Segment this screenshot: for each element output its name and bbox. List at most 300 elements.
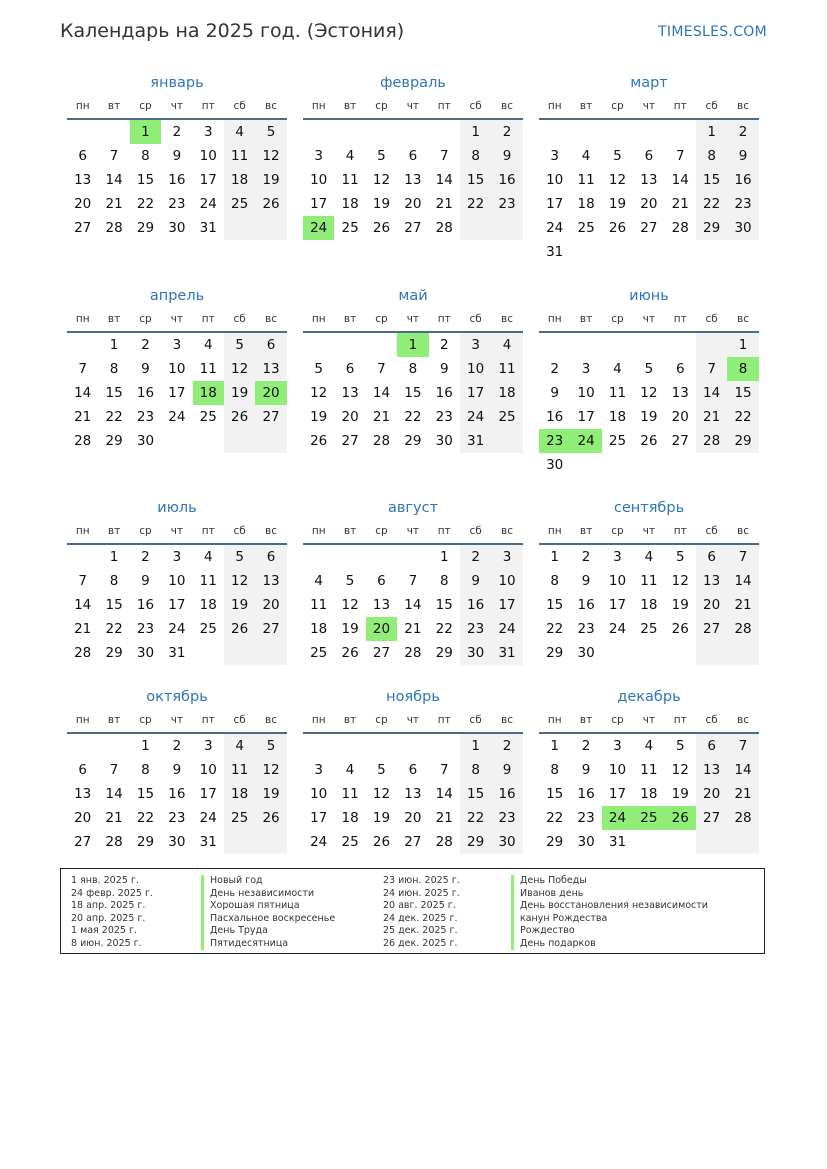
day-cell: 24 [546,220,564,236]
day-cell: 26 [310,433,328,449]
day-cell: 17 [199,786,217,802]
day-cell: 27 [341,433,359,449]
day-cell: 21 [671,196,689,212]
day-cell: 29 [546,834,564,850]
day-cell: 26 [341,645,359,661]
day-cell: 7 [109,762,119,778]
day-cell: 4 [203,549,213,565]
weekday-label: пн [547,100,562,112]
weekday-header [67,519,287,545]
legend-date: 20 авг. 2025 г. [383,900,456,911]
day-cell: 17 [310,196,328,212]
day-cell: 24 [602,806,633,830]
day-cell: 12 [640,385,658,401]
day-cell: 20 [341,409,359,425]
empty-cell [397,734,428,758]
weekday-header [539,94,759,120]
legend-names-right [511,875,708,950]
day-cell: 16 [577,597,595,613]
day-cell: 11 [577,172,595,188]
day-grid [539,734,759,854]
day-cell: 14 [74,597,92,613]
empty-cell [255,641,286,665]
weekday-header [67,94,287,120]
day-cell: 4 [314,573,323,589]
day-grid [539,545,759,665]
day-cell: 3 [581,361,591,377]
weekday-label: чт [170,525,184,537]
empty-cell [633,830,664,854]
day-cell: 11 [224,758,255,782]
day-cell: 2 [727,120,758,144]
weekday-label: сб [469,525,482,537]
day-cell: 13 [255,569,286,593]
day-cell: 28 [671,220,689,236]
day-cell: 6 [255,333,286,357]
empty-cell [255,830,286,854]
day-cell: 31 [199,834,217,850]
day-cell: 25 [341,834,359,850]
day-cell: 27 [696,806,727,830]
empty-cell [429,120,460,144]
day-cell: 5 [314,361,323,377]
day-cell: 17 [491,593,522,617]
day-cell: 10 [546,172,564,188]
legend-holiday-name: День независимости [201,888,335,901]
month-block [539,497,759,665]
day-cell: 16 [460,593,491,617]
day-cell: 17 [608,597,627,613]
day-cell: 18 [491,381,522,405]
weekday-label: вс [737,313,750,325]
day-cell: 6 [696,545,727,569]
weekday-label: чт [642,313,656,325]
day-cell: 22 [460,192,491,216]
day-grid [67,120,287,240]
day-cell: 27 [404,834,422,850]
weekday-header [539,519,759,545]
month-name: декабрь [617,689,681,705]
day-cell: 13 [74,786,92,802]
day-cell: 25 [199,621,217,637]
month-name: ноябрь [386,689,440,705]
day-cell: 2 [491,120,522,144]
weekday-label: пн [75,313,90,325]
empty-cell [334,120,365,144]
day-cell: 10 [168,361,186,377]
day-cell: 7 [408,573,418,589]
day-cell: 24 [303,216,334,240]
empty-cell [491,429,522,453]
day-cell: 4 [203,337,213,353]
weekday-label: вт [343,525,357,537]
day-grid [67,333,287,453]
day-cell: 15 [546,786,564,802]
day-cell: 21 [696,405,727,429]
month-name: март [630,75,668,91]
weekday-label: ср [611,313,624,325]
day-cell: 23 [136,409,155,425]
day-cell: 7 [109,148,119,164]
weekday-label: сб [469,313,482,325]
day-cell: 9 [141,361,150,377]
day-cell: 10 [168,573,186,589]
month-block [539,72,759,264]
day-cell: 29 [105,645,123,661]
empty-cell [255,216,286,240]
day-cell: 19 [341,621,359,637]
day-cell: 10 [310,172,328,188]
empty-cell [303,333,334,357]
day-cell: 16 [435,385,453,401]
day-cell: 31 [460,429,491,453]
legend-date: 20 апр. 2025 г. [71,912,146,924]
weekday-label: пт [437,714,451,726]
weekday-label: пн [75,525,90,537]
day-cell: 28 [404,645,422,661]
day-cell: 24 [199,196,217,212]
day-cell: 3 [491,545,522,569]
day-cell: 26 [671,621,689,637]
day-cell: 14 [105,172,123,188]
weekday-header [67,307,287,333]
day-cell: 21 [404,621,422,637]
day-cell: 23 [491,806,522,830]
month-block [303,497,523,665]
legend-date: 18 апр. 2025 г. [71,900,146,911]
legend-holiday-name: День подарков [511,938,708,951]
empty-cell [193,641,224,665]
weekday-label: пн [547,313,562,325]
day-cell: 12 [372,172,391,188]
weekday-label: чт [642,525,656,537]
empty-cell [224,641,255,665]
day-cell: 30 [546,457,564,473]
day-cell: 11 [341,786,359,802]
day-grid [539,333,759,477]
day-cell: 17 [199,172,217,188]
weekday-label: пн [311,525,326,537]
empty-cell [224,830,255,854]
weekday-header [303,519,523,545]
empty-cell [539,333,570,357]
day-cell: 11 [224,144,255,168]
day-cell: 1 [460,734,491,758]
legend-date: 1 мая 2025 г. [71,925,137,936]
day-cell: 18 [341,810,359,826]
day-cell: 27 [671,433,689,449]
day-cell: 30 [168,220,186,236]
weekday-label: пн [75,714,90,726]
day-cell: 13 [74,172,92,188]
day-cell: 7 [727,734,758,758]
day-cell: 19 [372,196,391,212]
day-cell: 29 [136,220,155,236]
day-cell: 1 [727,333,758,357]
day-cell: 14 [74,385,92,401]
weekday-label: пт [201,714,215,726]
day-cell: 11 [640,762,658,778]
weekday-label: вс [737,525,750,537]
legend-date: 24 дек. 2025 г. [383,912,458,924]
day-cell: 25 [640,621,658,637]
legend-date: 24 февр. 2025 г. [71,887,153,899]
legend-holiday-name: канун Рождества [511,913,708,926]
day-cell: 22 [105,409,123,425]
day-cell: 28 [435,220,453,236]
day-cell: 3 [172,337,182,353]
weekday-label: сб [233,100,246,112]
empty-cell [460,216,491,240]
weekday-label: сб [233,525,246,537]
day-cell: 2 [491,734,522,758]
month-block [67,285,287,453]
day-cell: 16 [491,782,522,806]
day-cell: 12 [224,569,255,593]
day-cell: 25 [633,806,664,830]
day-cell: 10 [577,385,595,401]
day-cell: 30 [577,834,595,850]
day-cell: 8 [439,573,449,589]
day-cell: 25 [608,433,627,449]
day-cell: 23 [577,621,595,637]
month-block [303,72,523,240]
day-cell: 16 [577,786,595,802]
day-cell: 7 [439,762,449,778]
legend-names-left [201,875,335,950]
weekday-label: пт [437,313,451,325]
weekday-label: сб [705,714,718,726]
empty-cell [366,120,397,144]
day-cell: 7 [377,361,386,377]
day-cell: 7 [675,148,685,164]
empty-cell [602,641,633,665]
weekday-label: пт [201,100,215,112]
month-name: сентябрь [613,500,685,516]
empty-cell [161,429,192,453]
weekday-header [67,708,287,734]
day-cell: 15 [460,168,491,192]
weekday-label: пт [437,100,451,112]
day-cell: 5 [675,738,685,754]
day-cell: 19 [640,409,658,425]
day-cell: 4 [491,333,522,357]
day-cell: 21 [435,810,453,826]
day-cell: 3 [203,738,213,754]
day-cell: 17 [577,409,595,425]
day-cell: 29 [404,433,422,449]
day-cell: 24 [310,834,328,850]
day-cell: 11 [199,361,217,377]
legend-date: 24 июн. 2025 г. [383,887,460,899]
legend-holiday-name: День восстановления независимости [511,900,708,913]
day-cell: 9 [581,762,591,778]
day-cell: 13 [372,597,391,613]
day-cell: 4 [224,120,255,144]
day-cell: 26 [255,806,286,830]
empty-cell [665,120,696,144]
day-cell: 17 [168,385,186,401]
day-cell: 23 [168,810,186,826]
day-cell: 20 [696,782,727,806]
weekday-label: чт [406,100,420,112]
day-cell: 3 [460,333,491,357]
day-cell: 26 [372,834,391,850]
weekday-label: вт [107,313,121,325]
empty-cell [366,545,397,569]
empty-cell [602,120,633,144]
day-cell: 15 [136,786,155,802]
weekday-label: вт [107,525,121,537]
weekday-label: пт [673,714,687,726]
day-cell: 9 [581,573,591,589]
day-cell: 12 [341,597,359,613]
day-cell: 3 [314,148,323,164]
weekday-label: сб [469,714,482,726]
day-cell: 10 [608,762,627,778]
day-cell: 5 [644,361,654,377]
day-cell: 5 [224,545,255,569]
empty-cell [602,333,633,357]
day-cell: 13 [404,172,422,188]
day-cell: 20 [255,593,286,617]
day-grid [67,734,287,854]
weekday-label: вс [501,714,514,726]
day-cell: 10 [460,357,491,381]
day-cell: 5 [224,333,255,357]
weekday-label: вс [265,714,278,726]
empty-cell [98,120,129,144]
day-cell: 26 [224,617,255,641]
day-cell: 23 [539,429,570,453]
day-cell: 5 [345,573,355,589]
day-cell: 4 [581,148,591,164]
day-cell: 18 [608,409,627,425]
day-cell: 20 [366,617,397,641]
day-cell: 27 [640,220,658,236]
day-cell: 17 [310,810,328,826]
day-cell: 25 [224,806,255,830]
weekday-header [539,307,759,333]
day-cell: 14 [372,385,391,401]
brand-link[interactable]: TIMESLES.COM [658,24,767,40]
month-name: январь [150,75,204,91]
empty-cell [224,429,255,453]
legend-dates-left [71,875,153,950]
day-cell: 26 [255,192,286,216]
legend-dates-right [383,875,460,950]
day-cell: 6 [408,762,418,778]
day-cell: 12 [372,786,391,802]
day-cell: 19 [608,196,627,212]
day-cell: 6 [78,762,87,778]
day-cell: 12 [671,762,689,778]
day-cell: 20 [74,196,92,212]
day-cell: 28 [372,433,391,449]
day-cell: 28 [74,645,92,661]
empty-cell [303,120,334,144]
day-cell: 29 [460,830,491,854]
empty-cell [224,216,255,240]
weekday-label: чт [406,313,420,325]
day-cell: 9 [550,385,559,401]
empty-cell [255,429,286,453]
weekday-label: сб [469,100,482,112]
empty-cell [696,641,727,665]
day-cell: 2 [172,738,182,754]
day-cell: 6 [675,361,685,377]
weekday-label: вс [501,100,514,112]
day-cell: 5 [377,148,386,164]
day-cell: 9 [439,361,449,377]
day-cell: 3 [203,124,213,140]
day-cell: 28 [435,834,453,850]
day-cell: 30 [435,433,453,449]
month-name: октябрь [146,689,208,705]
day-cell: 13 [640,172,658,188]
legend-holiday-name: Пятидесятница [201,938,335,951]
weekday-label: пт [673,525,687,537]
day-cell: 1 [141,738,150,754]
day-cell: 20 [255,381,286,405]
day-cell: 21 [372,409,391,425]
day-cell: 23 [491,192,522,216]
month-name: май [398,288,428,304]
day-cell: 4 [613,361,622,377]
day-cell: 21 [727,593,758,617]
day-cell: 13 [341,385,359,401]
day-cell: 1 [550,738,559,754]
weekday-label: ср [375,714,388,726]
weekday-label: вт [107,100,121,112]
day-cell: 9 [141,573,150,589]
empty-cell [665,641,696,665]
day-cell: 8 [460,144,491,168]
day-cell: 14 [696,381,727,405]
day-cell: 19 [671,786,689,802]
day-cell: 15 [460,782,491,806]
day-cell: 14 [727,758,758,782]
day-cell: 17 [608,786,627,802]
empty-cell [303,545,334,569]
day-cell: 8 [408,361,418,377]
day-cell: 10 [310,786,328,802]
day-cell: 1 [397,333,428,357]
day-cell: 14 [404,597,422,613]
day-cell: 15 [404,385,422,401]
day-cell: 23 [460,617,491,641]
day-cell: 2 [550,361,559,377]
day-cell: 14 [105,786,123,802]
empty-cell [570,333,601,357]
day-cell: 21 [105,196,123,212]
day-cell: 21 [727,782,758,806]
day-cell: 21 [74,621,92,637]
day-cell: 18 [199,597,217,613]
empty-cell [727,641,758,665]
day-cell: 6 [377,573,386,589]
legend-holiday-name: Пасхальное воскресенье [201,913,335,926]
weekday-label: чт [406,714,420,726]
day-cell: 23 [435,409,453,425]
month-block [67,72,287,240]
weekday-label: сб [705,313,718,325]
day-cell: 11 [199,573,217,589]
day-cell: 26 [372,220,391,236]
day-cell: 24 [570,429,601,453]
day-cell: 8 [141,148,150,164]
legend-holiday-name: Рождество [511,925,708,938]
